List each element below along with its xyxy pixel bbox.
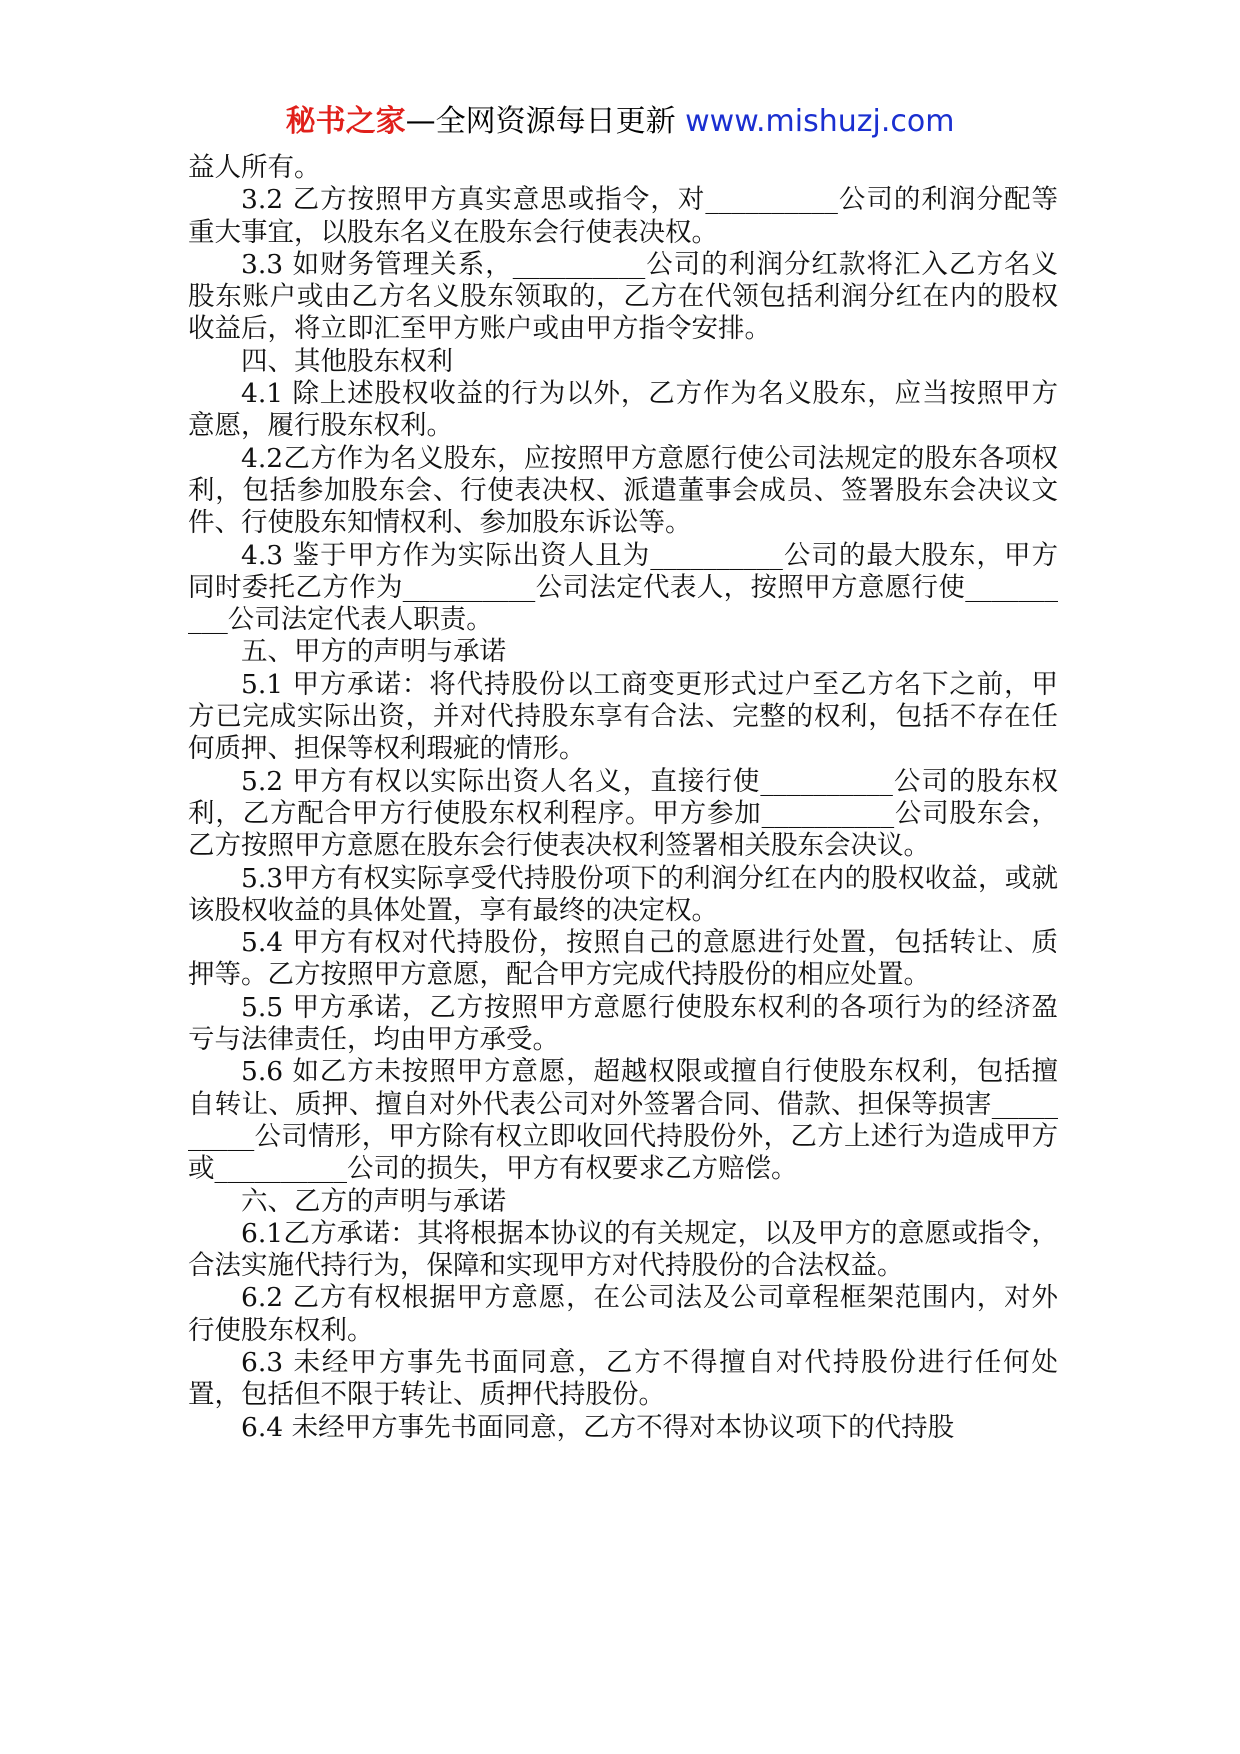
paragraph: 5.6 如乙方未按照甲方意愿，超越权限或擅自行使股东权利，包括擅自转让、质押、擅自对外代表公司对外签署合同、借款、担保等损害__________公司情形，甲方除有权立即收回代持股份外，乙方上述行为造成甲方或__________公司的损失，甲方有权要求乙方赔偿。 [188, 1056, 1058, 1185]
header-url[interactable]: www.mishuzj.com [685, 104, 955, 139]
paragraph: 六、乙方的声明与承诺 [241, 1185, 506, 1217]
paragraph: 5.5 甲方承诺，乙方按照甲方意愿行使股东权利的各项行为的经济盈亏与法律责任，均由甲方承受。 [188, 991, 1058, 1056]
paragraph: 6.1乙方承诺：其将根据本协议的有关规定，以及甲方的意愿或指令，合法实施代持行为，保障和实现甲方对代持股份的合法权益。 [188, 1217, 1058, 1282]
header-tagline: —全网资源每日更新 [405, 104, 676, 139]
paragraph: 5.3甲方有权实际享受代持股份项下的利润分红在内的股权收益，或就该股权收益的具体处置，享有最终的决定权。 [188, 862, 1058, 926]
paragraph: 6.3 未经甲方事先书面同意，乙方不得擅自对代持股份进行任何处置，包括但不限于转让、质押代持股份。 [188, 1346, 1058, 1411]
page-header [0, 102, 1240, 142]
paragraph: 五、甲方的声明与承诺 [241, 636, 506, 668]
paragraph: 6.4 未经甲方事先书面同意，乙方不得对本协议项下的代持股 [241, 1411, 955, 1443]
paragraph: 3.3 如财务管理关系，__________公司的利润分红款将汇入乙方名义股东账户或由乙方名义股东领取的，乙方在代领包括利润分红在内的股权收益后，将立即汇至甲方账户或由甲方指令安排。 [188, 248, 1058, 345]
header-brand: 秘书之家 [285, 104, 406, 139]
paragraph: 3.2 乙方按照甲方真实意思或指令，对__________公司的利润分配等重大事宜，以股东名义在股东会行使表决权。 [188, 184, 1058, 248]
document-body [188, 152, 1058, 1444]
paragraph: 6.2 乙方有权根据甲方意愿，在公司法及公司章程框架范围内，对外行使股东权利。 [188, 1282, 1058, 1346]
paragraph: 5.1 甲方承诺：将代持股份以工商变更形式过户至乙方名下之前，甲方已完成实际出资，并对代持股东享有合法、完整的权利，包括不存在任何质押、担保等权利瑕疵的情形。 [188, 668, 1058, 765]
paragraph: 4.3 鉴于甲方作为实际出资人且为__________公司的最大股东，甲方同时委托乙方作为__________公司法定代表人，按照甲方意愿行使__________公司法定代表人职责。 [188, 539, 1058, 636]
paragraph: 4.2乙方作为名义股东，应按照甲方意愿行使公司法规定的股东各项权利，包括参加股东会、行使表决权、派遣董事会成员、签署股东会决议文件、行使股东知情权利、参加股东诉讼等。 [188, 442, 1058, 539]
paragraph: 5.4 甲方有权对代持股份，按照自己的意愿进行处置，包括转让、质押等。乙方按照甲方意愿，配合甲方完成代持股份的相应处置。 [188, 927, 1058, 991]
paragraph: 4.1 除上述股权收益的行为以外，乙方作为名义股东，应当按照甲方意愿，履行股东权利。 [188, 378, 1058, 442]
paragraph: 益人所有。 [188, 152, 321, 183]
paragraph: 5.2 甲方有权以实际出资人名义，直接行使__________公司的股东权利，乙方配合甲方行使股东权利程序。甲方参加__________公司股东会，乙方按照甲方意愿在股东会行使表决权利签署相关股东会决议。 [188, 765, 1058, 862]
paragraph: 四、其他股东权利 [241, 345, 453, 377]
